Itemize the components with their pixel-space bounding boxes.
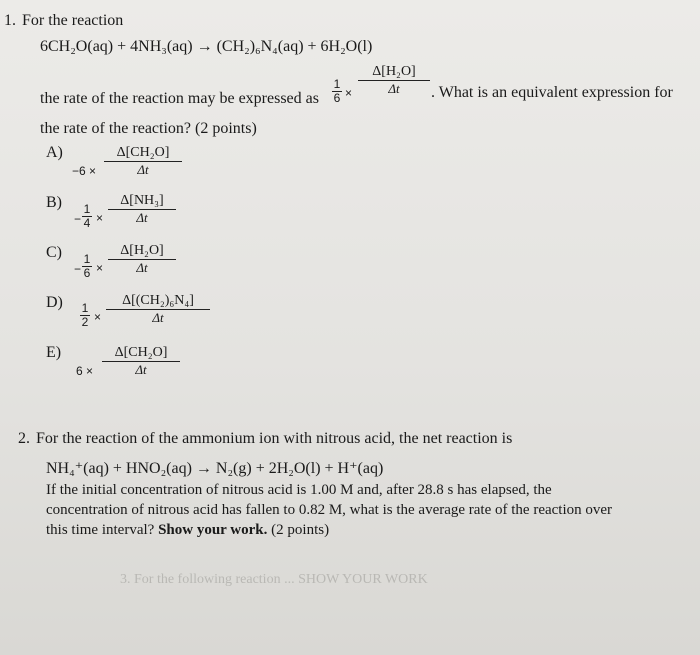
- option-b-coefficient: 1 4: [83, 202, 91, 230]
- q1-rate-denominator: Δt: [388, 81, 400, 96]
- option-c-fraction: Δ[H₂O] Δt: [108, 243, 176, 275]
- q1-rate-fraction: [358, 64, 430, 96]
- option-e-coefficient: 6 ×: [76, 364, 94, 378]
- option-d-fraction: Δ[(CH₂)₆N₄] Δt: [106, 293, 210, 325]
- q2-line3: If the initial concentration of nitrous acid is 1.00 M and, after 28.8 s has elapsed, the: [46, 482, 552, 498]
- q2-line5-end: (2 points): [271, 522, 330, 538]
- q1-rate-coefficient: 1 6: [333, 77, 341, 105]
- option-d-label: D): [46, 294, 63, 311]
- q1-line3: the rate of the reaction? (2 points): [40, 120, 257, 137]
- q1-rate-times: ×: [345, 86, 353, 100]
- option-c-coefficient: 1 6: [83, 252, 91, 280]
- option-c-sign: −: [74, 262, 82, 276]
- q2-number: 2.: [18, 430, 30, 447]
- option-a-fraction: Δ[CH₂O] Δt: [104, 145, 182, 177]
- option-d-times: ×: [94, 310, 102, 324]
- option-b-sign: −: [74, 212, 82, 226]
- q1-number: 1.: [4, 12, 16, 29]
- q1-equation: 6CH₂O(aq) + 4NH₃(aq) → (CH₂)₆N₄(aq) + 6H₂O(l): [40, 38, 373, 55]
- q1-intro: For the reaction: [22, 12, 124, 29]
- option-b-label: B): [46, 194, 62, 211]
- q1-rate-numerator: Δ[H₂O]: [372, 64, 416, 79]
- option-b-fraction: Δ[NH₃] Δt: [108, 193, 176, 225]
- option-e-label: E): [46, 344, 62, 361]
- q2-equation: NH₄⁺(aq) + HNO₂(aq) → N₂(g) + 2H₂O(l) + H⁺(aq): [46, 460, 384, 477]
- q1-rate-prefix: the rate of the reaction may be expressed as: [40, 90, 319, 107]
- q1-rate-suffix: . What is an equivalent expression for: [431, 84, 673, 101]
- q2-line5: [46, 522, 329, 539]
- q2-line1: For the reaction of the ammonium ion with nitrous acid, the net reaction is: [36, 430, 513, 447]
- q2-show-work: Show your work.: [158, 522, 268, 538]
- option-e-fraction: Δ[CH₂O] Δt: [102, 345, 180, 377]
- option-c-times: ×: [96, 261, 104, 275]
- option-c-label: C): [46, 244, 62, 261]
- q2-line5-start: this time interval?: [46, 522, 155, 538]
- option-a-coefficient: −6 ×: [72, 164, 97, 178]
- q2-line4: concentration of nitrous acid has fallen to 0.82 M, what is the average rate of the reaction over: [46, 502, 613, 518]
- option-a-label: A): [46, 144, 63, 161]
- option-d-coefficient: 1 2: [81, 301, 89, 329]
- option-b-times: ×: [96, 211, 104, 225]
- bleed-through-text: 3. For the following reaction ... SHOW YOUR WORK: [120, 572, 428, 587]
